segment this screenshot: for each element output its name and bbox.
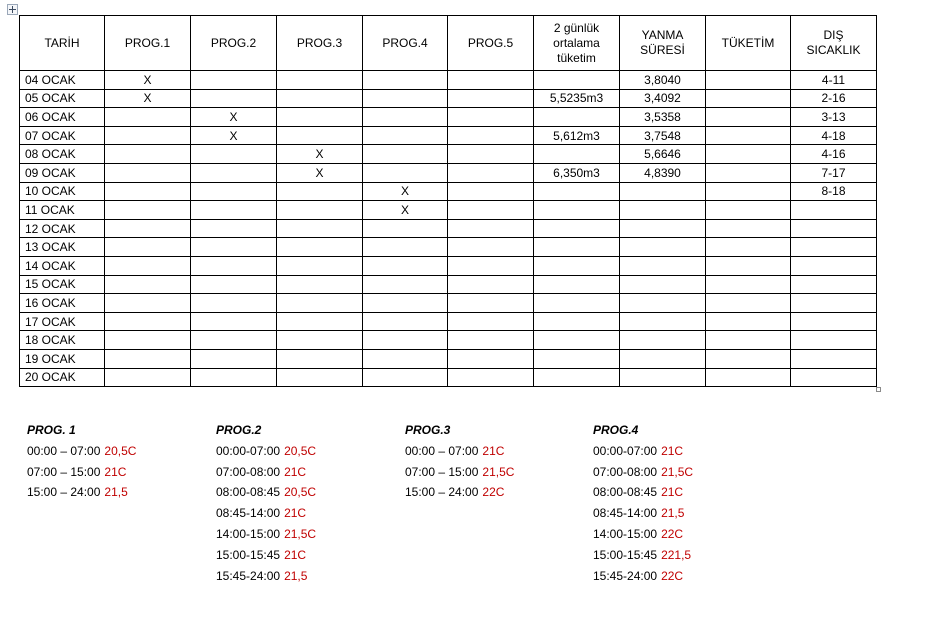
cell-prog-1[interactable] — [105, 182, 191, 201]
program-block-3 — [405, 420, 514, 503]
schedule-time-range: 15:45-24:00 — [216, 568, 281, 583]
cell-prog-3[interactable] — [277, 201, 363, 220]
heating-log-table — [19, 15, 877, 387]
cell-burn-time[interactable] — [620, 256, 706, 275]
cell-burn-time[interactable] — [620, 294, 706, 313]
cell-two-day-average[interactable] — [534, 219, 620, 238]
cell-burn-time[interactable] — [620, 182, 706, 201]
cell-two-day-average[interactable] — [534, 256, 620, 275]
cell-prog-2[interactable] — [191, 256, 277, 275]
cell-two-day-average[interactable]: 5,5235m3 — [534, 89, 620, 108]
cell-burn-time[interactable]: 3,5358 — [620, 108, 706, 127]
cell-prog-4[interactable] — [363, 238, 448, 257]
cell-prog-2[interactable] — [191, 331, 277, 350]
cell-date[interactable]: 09 OCAK — [20, 163, 105, 182]
program-title: PROG.2 — [216, 423, 262, 437]
schedule-time-range: 14:00-15:00 — [593, 526, 658, 541]
cell-burn-time[interactable] — [620, 368, 706, 387]
cell-prog-2[interactable] — [191, 71, 277, 90]
cell-prog-4[interactable] — [363, 331, 448, 350]
schedule-time-range: 08:00-08:45 — [593, 485, 658, 500]
program-schedule-line — [405, 462, 514, 483]
cell-consumption[interactable] — [706, 294, 791, 313]
cell-date[interactable]: 14 OCAK — [20, 256, 105, 275]
cell-prog-3[interactable] — [277, 294, 363, 313]
cell-prog-4[interactable] — [363, 275, 448, 294]
schedule-time-range: 00:00-07:00 — [216, 443, 281, 458]
cell-prog-5[interactable] — [448, 201, 534, 220]
cell-prog-3[interactable] — [277, 275, 363, 294]
header-prog-1[interactable]: PROG.1 — [105, 16, 191, 71]
cell-prog-5[interactable] — [448, 368, 534, 387]
table-row — [20, 219, 877, 238]
schedule-time-range: 15:00-15:45 — [593, 547, 658, 562]
cell-consumption[interactable] — [706, 219, 791, 238]
table-row — [20, 368, 877, 387]
schedule-time-range: 14:00-15:00 — [216, 526, 281, 541]
cell-prog-2[interactable] — [191, 182, 277, 201]
cell-burn-time[interactable]: 3,7548 — [620, 126, 706, 145]
program-block-1 — [27, 420, 136, 503]
schedule-temperature: 21C — [661, 485, 684, 500]
program-schedule-line — [27, 441, 136, 462]
cell-consumption[interactable] — [706, 256, 791, 275]
cell-prog-4[interactable]: X — [363, 201, 448, 220]
cell-date[interactable]: 12 OCAK — [20, 219, 105, 238]
schedule-temperature: 21,5 — [284, 568, 308, 583]
cell-two-day-average[interactable] — [534, 71, 620, 90]
cell-consumption[interactable] — [706, 71, 791, 90]
cell-outdoor-temperature[interactable] — [791, 368, 877, 387]
cell-outdoor-temperature[interactable]: 4-11 — [791, 71, 877, 90]
cell-consumption[interactable] — [706, 182, 791, 201]
cell-prog-2[interactable] — [191, 349, 277, 368]
cell-consumption[interactable] — [706, 108, 791, 127]
schedule-time-range: 00:00-07:00 — [593, 443, 658, 458]
cell-prog-1[interactable] — [105, 201, 191, 220]
cell-prog-3[interactable] — [277, 182, 363, 201]
cell-prog-3[interactable] — [277, 349, 363, 368]
program-schedule-line — [593, 566, 693, 587]
cell-prog-4[interactable] — [363, 294, 448, 313]
cell-outdoor-temperature[interactable] — [791, 219, 877, 238]
table-row — [20, 182, 877, 201]
cell-date[interactable]: 04 OCAK — [20, 71, 105, 90]
cell-consumption[interactable] — [706, 312, 791, 331]
schedule-time-range: 07:00-08:00 — [216, 464, 281, 479]
cell-outdoor-temperature[interactable]: 3-13 — [791, 108, 877, 127]
cell-prog-5[interactable] — [448, 312, 534, 331]
cell-two-day-average[interactable] — [534, 349, 620, 368]
cell-two-day-average[interactable]: 6,350m3 — [534, 163, 620, 182]
program-schedule-line — [405, 441, 514, 462]
cell-burn-time[interactable]: 4,8390 — [620, 163, 706, 182]
program-schedule-line — [593, 503, 693, 524]
schedule-temperature: 22C — [661, 568, 684, 583]
cell-burn-time[interactable] — [620, 349, 706, 368]
cell-prog-4[interactable] — [363, 126, 448, 145]
cell-prog-2[interactable] — [191, 238, 277, 257]
cell-outdoor-temperature[interactable] — [791, 275, 877, 294]
cell-prog-5[interactable] — [448, 182, 534, 201]
cell-two-day-average[interactable] — [534, 312, 620, 331]
cell-two-day-average[interactable] — [534, 238, 620, 257]
table-body — [20, 71, 877, 387]
program-title: PROG.4 — [593, 423, 639, 437]
cell-prog-5[interactable] — [448, 294, 534, 313]
cell-date[interactable]: 19 OCAK — [20, 349, 105, 368]
cell-date[interactable]: 11 OCAK — [20, 201, 105, 220]
table-row — [20, 349, 877, 368]
program-schedule-line — [593, 545, 693, 566]
cell-date[interactable]: 15 OCAK — [20, 275, 105, 294]
cell-prog-2[interactable] — [191, 219, 277, 238]
cell-prog-5[interactable] — [448, 349, 534, 368]
table-row — [20, 312, 877, 331]
schedule-temperature: 22C — [661, 526, 684, 541]
schedule-temperature: 20,5C — [284, 443, 317, 458]
cell-prog-3[interactable] — [277, 331, 363, 350]
table-row — [20, 201, 877, 220]
cell-prog-3[interactable] — [277, 256, 363, 275]
cell-prog-2[interactable] — [191, 294, 277, 313]
cell-date[interactable]: 10 OCAK — [20, 182, 105, 201]
cell-prog-3[interactable] — [277, 108, 363, 127]
schedule-temperature: 21,5C — [284, 526, 317, 541]
header-prog-3[interactable]: PROG.3 — [277, 16, 363, 71]
program-schedule-line — [593, 482, 693, 503]
program-schedule-line — [27, 462, 136, 483]
cell-prog-5[interactable] — [448, 238, 534, 257]
schedule-time-range: 00:00 – 07:00 — [405, 443, 479, 458]
cell-date[interactable]: 18 OCAK — [20, 331, 105, 350]
program-schedule-line — [216, 462, 316, 483]
cell-prog-1[interactable] — [105, 219, 191, 238]
cell-prog-3[interactable] — [277, 368, 363, 387]
cell-prog-1[interactable] — [105, 368, 191, 387]
header-burn-time[interactable]: YANMA SÜRESİ — [620, 16, 706, 71]
cell-prog-1[interactable] — [105, 349, 191, 368]
program-schedule-line — [593, 441, 693, 462]
cell-date[interactable]: 05 OCAK — [20, 89, 105, 108]
table-row — [20, 108, 877, 127]
schedule-time-range: 00:00 – 07:00 — [27, 443, 101, 458]
cell-prog-3[interactable] — [277, 238, 363, 257]
table-row — [20, 275, 877, 294]
header-consumption[interactable]: TÜKETİM — [706, 16, 791, 71]
program-schedule-line — [593, 462, 693, 483]
cell-date[interactable]: 08 OCAK — [20, 145, 105, 164]
cell-prog-4[interactable] — [363, 71, 448, 90]
cell-prog-4[interactable] — [363, 108, 448, 127]
program-block-2 — [216, 420, 316, 586]
schedule-temperature: 21C — [284, 506, 307, 521]
cell-outdoor-temperature[interactable] — [791, 294, 877, 313]
cell-outdoor-temperature[interactable] — [791, 349, 877, 368]
program-schedule-line — [216, 503, 316, 524]
program-schedule-line — [216, 441, 316, 462]
cell-burn-time[interactable] — [620, 201, 706, 220]
cell-consumption[interactable] — [706, 238, 791, 257]
cell-prog-4[interactable] — [363, 256, 448, 275]
cell-burn-time[interactable]: 3,8040 — [620, 71, 706, 90]
cell-prog-3[interactable] — [277, 126, 363, 145]
cell-prog-4[interactable] — [363, 349, 448, 368]
table-row — [20, 331, 877, 350]
cell-outdoor-temperature[interactable] — [791, 331, 877, 350]
cell-outdoor-temperature[interactable]: 8-18 — [791, 182, 877, 201]
cell-prog-5[interactable] — [448, 71, 534, 90]
cell-prog-3[interactable]: X — [277, 163, 363, 182]
cell-prog-1[interactable]: X — [105, 89, 191, 108]
schedule-temperature: 21,5C — [482, 464, 515, 479]
schedule-time-range: 07:00 – 15:00 — [27, 464, 101, 479]
schedule-temperature: 21,5C — [661, 464, 694, 479]
table-row — [20, 89, 877, 108]
cell-two-day-average[interactable] — [534, 275, 620, 294]
cell-prog-4[interactable] — [363, 163, 448, 182]
schedule-temperature: 21,5 — [104, 485, 128, 500]
cell-prog-5[interactable] — [448, 126, 534, 145]
program-schedule-line — [27, 482, 136, 503]
cell-outdoor-temperature[interactable] — [791, 201, 877, 220]
schedule-time-range: 15:45-24:00 — [593, 568, 658, 583]
cell-consumption[interactable] — [706, 126, 791, 145]
cell-prog-4[interactable] — [363, 312, 448, 331]
cell-date[interactable]: 17 OCAK — [20, 312, 105, 331]
cell-prog-4[interactable] — [363, 219, 448, 238]
cell-two-day-average[interactable] — [534, 182, 620, 201]
cell-prog-3[interactable] — [277, 71, 363, 90]
cell-consumption[interactable] — [706, 368, 791, 387]
cell-prog-5[interactable] — [448, 108, 534, 127]
cell-prog-2[interactable] — [191, 163, 277, 182]
cell-prog-1[interactable] — [105, 294, 191, 313]
cell-prog-5[interactable] — [448, 219, 534, 238]
schedule-time-range: 08:45-14:00 — [216, 506, 281, 521]
cell-prog-2[interactable]: X — [191, 108, 277, 127]
cell-prog-3[interactable]: X — [277, 145, 363, 164]
schedule-temperature: 21,5 — [661, 506, 685, 521]
schedule-temperature: 21C — [284, 464, 307, 479]
header-date[interactable]: TARİH — [20, 16, 105, 71]
cell-consumption[interactable] — [706, 145, 791, 164]
cell-outdoor-temperature[interactable]: 2-16 — [791, 89, 877, 108]
program-title: PROG. 1 — [27, 423, 76, 437]
cell-prog-1[interactable] — [105, 145, 191, 164]
cell-prog-1[interactable] — [105, 275, 191, 294]
cell-consumption[interactable] — [706, 89, 791, 108]
header-outdoor-temperature[interactable]: DIŞ SICAKLIK — [791, 16, 877, 71]
cell-two-day-average[interactable] — [534, 108, 620, 127]
cell-burn-time[interactable] — [620, 219, 706, 238]
cell-prog-1[interactable] — [105, 163, 191, 182]
cell-prog-3[interactable] — [277, 312, 363, 331]
cell-prog-2[interactable] — [191, 89, 277, 108]
schedule-time-range: 15:00-15:45 — [216, 547, 281, 562]
cell-prog-1[interactable] — [105, 108, 191, 127]
cell-prog-2[interactable] — [191, 145, 277, 164]
table-row — [20, 145, 877, 164]
program-schedule-line — [216, 482, 316, 503]
header-prog-4[interactable]: PROG.4 — [363, 16, 448, 71]
cell-date[interactable]: 06 OCAK — [20, 108, 105, 127]
cell-outdoor-temperature[interactable]: 7-17 — [791, 163, 877, 182]
cell-consumption[interactable] — [706, 163, 791, 182]
cell-outdoor-temperature[interactable] — [791, 312, 877, 331]
schedule-temperature: 21C — [661, 443, 684, 458]
schedule-temperature: 21C — [284, 547, 307, 562]
cell-consumption[interactable] — [706, 349, 791, 368]
cell-outdoor-temperature[interactable] — [791, 256, 877, 275]
schedule-time-range: 07:00 – 15:00 — [405, 464, 479, 479]
schedule-temperature: 221,5 — [661, 547, 692, 562]
cell-prog-3[interactable] — [277, 89, 363, 108]
cell-prog-5[interactable] — [448, 145, 534, 164]
cell-prog-4[interactable]: X — [363, 182, 448, 201]
table-row — [20, 126, 877, 145]
cell-prog-5[interactable] — [448, 89, 534, 108]
schedule-time-range: 15:00 – 24:00 — [405, 485, 479, 500]
header-prog-5[interactable]: PROG.5 — [448, 16, 534, 71]
cell-prog-4[interactable] — [363, 145, 448, 164]
cell-burn-time[interactable] — [620, 238, 706, 257]
cell-prog-5[interactable] — [448, 275, 534, 294]
schedule-time-range: 08:45-14:00 — [593, 506, 658, 521]
cell-prog-1[interactable] — [105, 312, 191, 331]
program-schedule-line — [216, 545, 316, 566]
schedule-temperature: 20,5C — [284, 485, 317, 500]
cell-prog-4[interactable] — [363, 368, 448, 387]
program-schedule-line — [216, 566, 316, 587]
cell-burn-time[interactable] — [620, 312, 706, 331]
schedule-temperature: 22C — [482, 485, 505, 500]
cell-prog-4[interactable] — [363, 89, 448, 108]
table-row — [20, 294, 877, 313]
schedule-time-range: 15:00 – 24:00 — [27, 485, 101, 500]
cell-prog-1[interactable]: X — [105, 71, 191, 90]
cell-prog-5[interactable] — [448, 256, 534, 275]
table-move-handle-icon[interactable] — [7, 4, 18, 15]
header-prog-2[interactable]: PROG.2 — [191, 16, 277, 71]
cell-outdoor-temperature[interactable]: 4-18 — [791, 126, 877, 145]
cell-prog-2[interactable] — [191, 201, 277, 220]
cell-prog-2[interactable] — [191, 312, 277, 331]
program-block-4 — [593, 420, 693, 586]
cell-prog-1[interactable] — [105, 331, 191, 350]
cell-burn-time[interactable]: 3,4092 — [620, 89, 706, 108]
cell-date[interactable]: 20 OCAK — [20, 368, 105, 387]
header-two-day-average[interactable]: 2 günlük ortalama tüketim — [534, 16, 620, 71]
cell-burn-time[interactable]: 5,6646 — [620, 145, 706, 164]
table-row — [20, 256, 877, 275]
cell-two-day-average[interactable] — [534, 294, 620, 313]
cell-prog-2[interactable] — [191, 368, 277, 387]
cell-prog-2[interactable]: X — [191, 126, 277, 145]
cell-prog-5[interactable] — [448, 331, 534, 350]
cell-prog-5[interactable] — [448, 163, 534, 182]
cell-date[interactable]: 13 OCAK — [20, 238, 105, 257]
program-schedule-line — [216, 524, 316, 545]
cell-two-day-average[interactable] — [534, 145, 620, 164]
cell-prog-3[interactable] — [277, 219, 363, 238]
schedule-temperature: 21C — [482, 443, 505, 458]
schedule-temperature: 20,5C — [104, 443, 137, 458]
cell-burn-time[interactable] — [620, 331, 706, 350]
cell-prog-1[interactable] — [105, 126, 191, 145]
cell-outdoor-temperature[interactable] — [791, 238, 877, 257]
cell-two-day-average[interactable] — [534, 368, 620, 387]
program-title: PROG.3 — [405, 423, 451, 437]
table-row — [20, 238, 877, 257]
program-schedule-line — [593, 524, 693, 545]
table-row — [20, 163, 877, 182]
schedule-time-range: 07:00-08:00 — [593, 464, 658, 479]
cell-burn-time[interactable] — [620, 275, 706, 294]
table-header-row — [20, 16, 877, 71]
schedule-time-range: 08:00-08:45 — [216, 485, 281, 500]
cell-two-day-average[interactable] — [534, 331, 620, 350]
cell-consumption[interactable] — [706, 275, 791, 294]
table-row — [20, 71, 877, 90]
schedule-temperature: 21C — [104, 464, 127, 479]
cell-two-day-average[interactable]: 5,612m3 — [534, 126, 620, 145]
cell-date[interactable]: 07 OCAK — [20, 126, 105, 145]
cell-consumption[interactable] — [706, 201, 791, 220]
cell-outdoor-temperature[interactable]: 4-16 — [791, 145, 877, 164]
cell-prog-2[interactable] — [191, 275, 277, 294]
cell-prog-1[interactable] — [105, 238, 191, 257]
cell-two-day-average[interactable] — [534, 201, 620, 220]
cell-date[interactable]: 16 OCAK — [20, 294, 105, 313]
program-schedule-line — [405, 482, 514, 503]
cell-prog-1[interactable] — [105, 256, 191, 275]
table-resize-handle-icon[interactable] — [876, 387, 881, 392]
cell-consumption[interactable] — [706, 331, 791, 350]
